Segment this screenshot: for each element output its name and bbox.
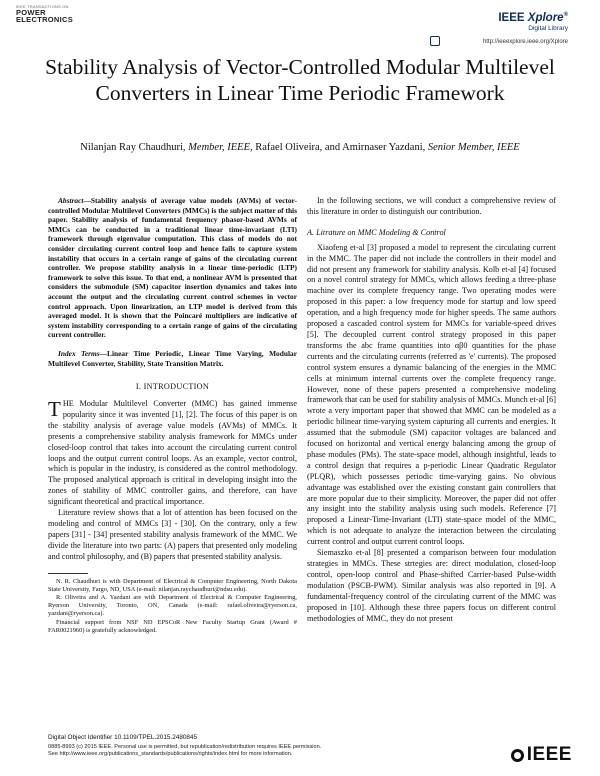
right-column xyxy=(307,196,556,624)
ieee-logo-text: IEEE xyxy=(526,744,572,765)
intro-paragraph-2: Literature review shows that a lot of attention has been focused on the modeling and control of MMCs [3] - [30]. On the contrary, only a few papers [31] - [34] presented stability analysis framework of the MMC. We divide the literature into two parts: (A) papers that presented only modeling and control philosophy, and (B) papers that presented stability analysis. xyxy=(48,508,297,561)
footnote-divider xyxy=(48,573,88,574)
modeling-paragraph-2: Siemaszko et-al [8] presented a comparison between four modulation strategies in MMCs. These strtegies are: direct modulation, closed-loop control, open-loop control and Phase-shifted Carrier-based Pulse-width modulation (PSCB-PWM). Similar analysis was also reported in [9]. A fundamental-frequency control of the circulating current of the MMC was proposed in [10]. Although these three papers focus on different control methodologies of MMC, they do not present xyxy=(307,548,556,623)
author-1-role: Member, IEEE, xyxy=(188,142,253,153)
journal-name-line1: POWER xyxy=(16,8,46,17)
author-list xyxy=(20,142,580,153)
ieee-globe-icon xyxy=(511,749,524,762)
subsection-heading-modeling: A. Litrature on MMC Modeling & Control xyxy=(307,227,446,237)
link-icon xyxy=(430,36,440,46)
author-1: Nilanjan Ray Chaudhuri, xyxy=(80,142,186,153)
intro-paragraph-1-text: HE Modular Multilevel Converter (MMC) has gained immense popularity since it was invented [1], [2]. The focus of this paper is on the stability analysis of average value models (AVMs) of MMCs. It presents a comprehensive stability analysis framework for MMCs under closed-loop control that takes into account the circulating current control loops and the output current control loops. As an example, vector control, which is popular in the industry, is considered as the control methodology. The proposed analytical approach is critical in developing insight into the zones of stability of MMC controller gains, and therefore, can have significant theoretical and practical importance. xyxy=(48,399,297,507)
journal-small-text: IEEE TRANSACTIONS ON xyxy=(16,4,69,9)
review-intro-paragraph: In the following sections, we will conduct a comprehensive review of this literature in order to distinguish our contribution. xyxy=(307,196,556,216)
index-terms xyxy=(48,349,297,368)
copyright-line-2: See http://www.ieee.org/publications_standards/publications/rights/index.html for more information. xyxy=(48,751,293,757)
section-heading-introduction: I. INTRODUCTION xyxy=(135,382,210,392)
xplore-logo xyxy=(498,10,568,33)
footnote-affiliation-1: N. R. Chaudhuri is with Department of Electrical & Computer Engineering, North Dakota State University, Fargo, ND, USA (e-mail: nilanjan.raychaudhuri@ndsu.edu). xyxy=(48,577,297,593)
xplore-brand: IEEE xyxy=(498,11,525,24)
modeling-paragraph-1: Xiaofeng et-al [3] proposed a model to represent the circulating current in the MMC. The paper did not include the controllers in their model and did not present any framework for stability analysis. Kolb et-al [4] focused on a novel control strategy for MMCs, which allows feeding a three-phase machine over its complete frequency range. Two operating modes were proposed in this paper: a low frequency mode for startup and low speed operation, and a high frequency mode for higher speeds. The same authors proposed a cascaded control system for MMCs for variable-speed drives [5]. The decoupled current control strategy proposed in this paper transforms the abc frame quantities into αβ0 quantities for the phase currents and the circulating currents (referred as 'e' currents). The proposed control system ensures a dynamic balancing of the energies in the MMC cells at minimum internal currents over the complete frequency range. However, none of these papers presented a comprehensive modeling framework that can be used for stability analysis of MMCs. Munch et-al [6] wrote a very important paper that showed that MMC can be modeled as a periodic bilinear time-varying system capturing all currents and energies. It assumed that the submodule (SM) capacitor voltages are balanced and focused on horizontal and vertical energy balancing among the group of phase modules (PMs). The state-space model, although insightful, leads to a control design that requires a p-periodic Linear Quadratic Regulator (PLQR), which possesses periodic time-varying gains. No obvious advantage was established over the existing constant gain controllers that are more popular due to their simplicity. Moreover, the paper did not offer any insight into the stability analysis using such models. Reference [7] proposed a Linear-Time-Invariant (LTI) state-space model of the MMC, which is not adequate to analyze the interaction between the circulating current control and output current control loops. xyxy=(307,242,556,547)
xplore-tm: ® xyxy=(563,12,568,18)
intro-paragraph-1 xyxy=(48,399,297,508)
copyright-line-1: 0885-8993 (c) 2015 IEEE. Personal use is permitted, but republication/redistribution requires IEEE permission. xyxy=(48,744,322,750)
dropcap: T xyxy=(48,397,61,421)
footnote-funding: Financial support from NSF ND EPSCoR New Faculty Startup Grant (Award # FAR0021960) is gratefully acknowledged. xyxy=(48,618,297,634)
paper-title: Stability Analysis of Vector-Controlled Modular Multilevel Converters in Linear Time Periodic Framework xyxy=(45,55,555,105)
journal-name-line2: ELECTRONICS xyxy=(16,15,74,24)
ieee-logo xyxy=(511,744,572,766)
author-3: Amirnaser Yazdani, xyxy=(342,142,426,153)
xplore-subtitle: Digital Library xyxy=(528,24,568,32)
author-2: Rafael Oliveira, and xyxy=(255,142,341,153)
journal-header xyxy=(16,4,73,23)
xplore-url[interactable]: http://ieeexplore.ieee.org/Xplore xyxy=(482,39,568,45)
index-terms-label: Index Terms xyxy=(58,348,100,358)
doi: Digital Object Identifier 10.1109/TPEL.2015.2480845 xyxy=(48,734,198,741)
author-3-role: Senior Member, IEEE xyxy=(427,142,520,153)
abstract-text: —Stability analysis of average value models (AVMs) of vector-controlled Modular Multilevel Converters (MMCs) is the subject matter of this paper. Stability analysis of fundamental frequency phasor-based AVMs of MMCs can be conducted in a traditional linear time-invariant (LTI) framework through eigenvalue computation. This class of models do not consider circulating current control loop and hence fails to capture system instability that occurs in a certain range of gains of the circulating current controller. We propose stability analysis in a linear time-periodic (LTP) framework to solve this issue. To that end, a nonlinear AVM is presented that considers the submodule (SM) capacitor insertion dynamics and takes into account the output and the circulating current control schemes in vector control approach. Upon linearization, an LTP model is derived from this averaged model. It is shown that the Poincaré multipliers are indicative of system instability corresponding to a certain range of gains of the circulating current controller. xyxy=(48,196,297,340)
index-terms-text: —Linear Time Periodic, Linear Time Varying, Modular Multilevel Converter, Stability, State Transition Matrix. xyxy=(48,348,297,368)
abstract-label: Abstract xyxy=(58,196,84,205)
footnote-affiliation-2: R. Oliveira and A. Yazdani are with Department of Electrical & Computer Engineering, Ryerson University, Toronto, ON, Canada (e-mail: rafael.oliveira@ryerson.ca, yazdani@ryerson.ca). xyxy=(48,594,297,618)
xplore-name: Xplore xyxy=(527,11,564,24)
abstract xyxy=(48,196,297,340)
copyright-notice xyxy=(48,744,488,758)
left-column xyxy=(48,196,297,635)
